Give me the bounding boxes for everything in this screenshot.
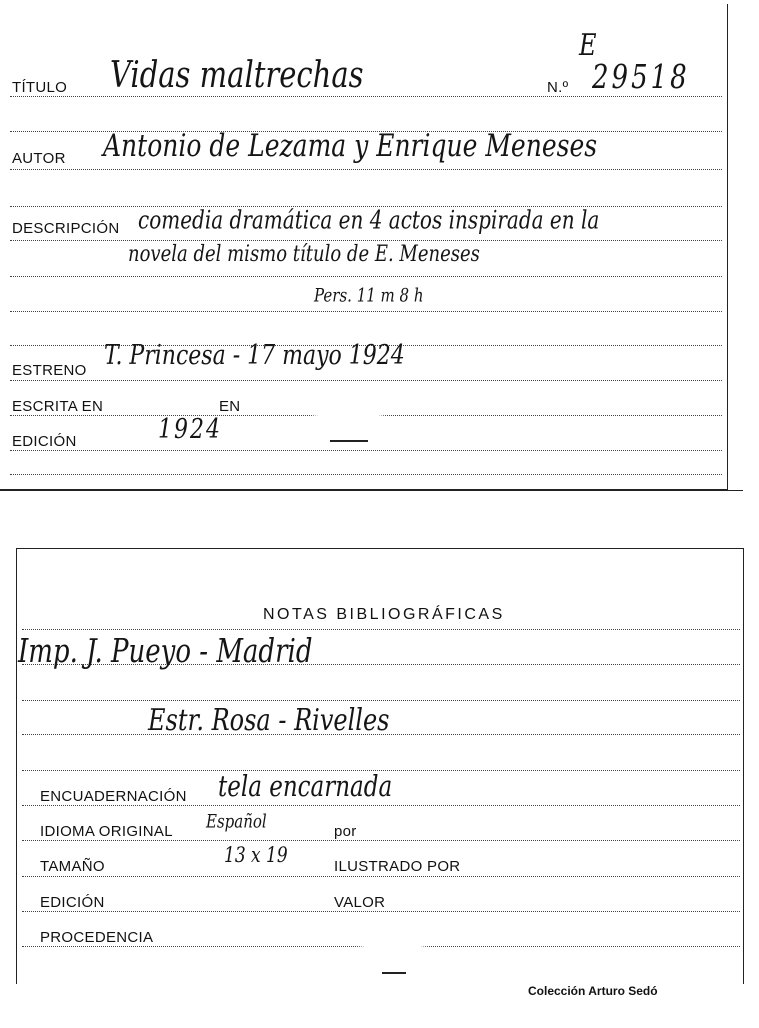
descripcion-line1-handwritten: comedia dramática en 4 actos inspirada en la: [138, 204, 600, 235]
procedencia-label: PROCEDENCIA: [40, 929, 154, 946]
idioma-original-label: IDIOMA ORIGINAL: [40, 823, 173, 840]
ilustrado-por-label: ILUSTRADO POR: [334, 858, 461, 875]
edicion-handwritten: 1924: [158, 414, 222, 446]
por-label: por: [334, 823, 357, 840]
autor-label: AUTOR: [12, 150, 66, 167]
escrita-en-label: ESCRITA EN: [12, 398, 104, 415]
descripcion-line3-handwritten: Pers. 11 m 8 h: [314, 283, 424, 307]
encuadernacion-handwritten: tela encarnada: [218, 770, 393, 804]
scan-smudge: [365, 930, 420, 962]
ruled-line: [22, 700, 740, 701]
en-label: EN: [219, 398, 241, 415]
ruled-line: [22, 629, 740, 630]
stray-mark: [330, 440, 368, 442]
descripcion-label: DESCRIPCIÓN: [12, 220, 120, 237]
notas-bibliograficas-title: NOTAS BIBLIOGRÁFICAS: [263, 606, 505, 623]
estreno-label: ESTRENO: [12, 362, 87, 379]
titulo-handwritten: Vidas maltrechas: [110, 53, 364, 96]
numero-label: N.º: [547, 79, 569, 96]
encuadernacion-label: ENCUADERNACIÓN: [40, 788, 187, 805]
ruled-line: [10, 169, 722, 170]
titulo-label: TÍTULO: [12, 79, 68, 96]
idioma-handwritten: Español: [206, 809, 267, 833]
estreno-handwritten: T. Princesa - 17 mayo 1924: [104, 340, 405, 372]
valor-label: VALOR: [334, 894, 386, 911]
ruled-line: [10, 311, 722, 312]
scan-smudge: [318, 402, 378, 428]
tamano-label: TAMAÑO: [40, 858, 105, 875]
ruled-line: [10, 450, 722, 451]
ruled-line: [22, 911, 740, 912]
ruled-line: [10, 276, 722, 277]
edicion-label-bottom: EDICIÓN: [40, 894, 105, 911]
edicion-label: EDICIÓN: [12, 433, 77, 450]
notas-line2-handwritten: Estr. Rosa - Rivelles: [148, 702, 390, 738]
card-bottom-edge: [0, 490, 743, 491]
numero-prefix-handwritten: E: [579, 27, 597, 63]
ruled-line: [22, 876, 740, 877]
tamano-handwritten: 13 x 19: [224, 843, 288, 869]
coleccion-footer: Colección Arturo Sedó: [528, 984, 658, 998]
ruled-line: [22, 840, 740, 841]
stray-mark: [382, 972, 406, 974]
descripcion-line2-handwritten: novela del mismo título de E. Meneses: [128, 241, 480, 268]
autor-handwritten: Antonio de Lezama y Enrique Meneses: [103, 127, 598, 164]
numero-handwritten: 29518: [592, 59, 690, 97]
notas-line1-handwritten: Imp. J. Pueyo - Madrid: [18, 633, 313, 671]
ruled-line: [10, 474, 722, 475]
ruled-line: [22, 805, 740, 806]
ruled-line: [10, 380, 722, 381]
